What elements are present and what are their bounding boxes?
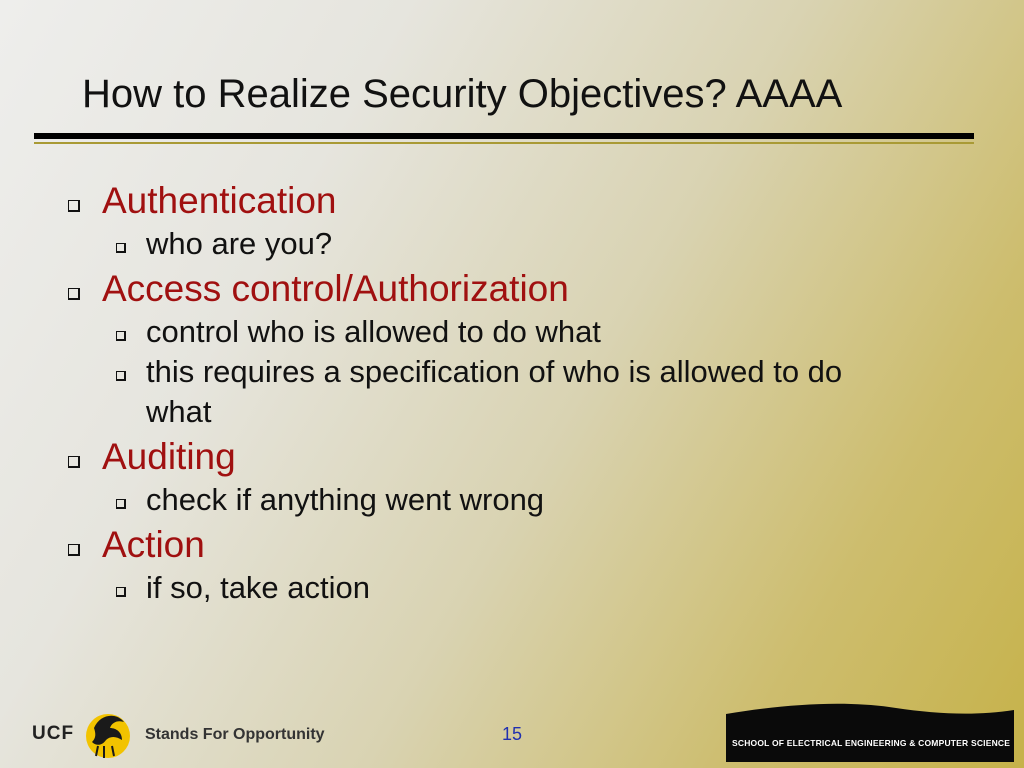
ucf-tagline: Stands For Opportunity bbox=[145, 726, 325, 743]
slide-title: How to Realize Security Objectives? AAAA bbox=[82, 72, 843, 116]
checkbox-bullet-icon bbox=[116, 371, 126, 381]
subbullet bbox=[62, 312, 962, 352]
subbullet-label: control who is allowed to do what bbox=[146, 314, 601, 349]
school-banner bbox=[726, 700, 1014, 762]
checkbox-bullet-icon bbox=[116, 499, 126, 509]
checkbox-bullet-icon bbox=[68, 200, 80, 212]
bullet-label: Auditing bbox=[102, 436, 236, 477]
bullet-label: Authentication bbox=[102, 180, 337, 221]
bullet-list bbox=[62, 176, 962, 608]
ucf-logo-text: UCF bbox=[32, 723, 75, 744]
bullet-auditing bbox=[62, 434, 962, 480]
title-divider-accent bbox=[34, 142, 974, 144]
subbullet bbox=[62, 568, 962, 608]
page-number: 15 bbox=[502, 724, 523, 744]
checkbox-bullet-icon bbox=[116, 243, 126, 253]
checkbox-bullet-icon bbox=[116, 331, 126, 341]
checkbox-bullet-icon bbox=[68, 288, 80, 300]
checkbox-bullet-icon bbox=[68, 544, 80, 556]
bullet-access-control bbox=[62, 266, 962, 312]
subbullet bbox=[62, 224, 962, 264]
subbullet-label: check if anything went wrong bbox=[146, 482, 545, 517]
subbullet-label: this requires a specification of who is allowed to do what bbox=[146, 354, 843, 429]
school-name: SCHOOL OF ELECTRICAL ENGINEERING & COMPUTER SCIENCE bbox=[732, 738, 1011, 748]
bullet-label: Access control/Authorization bbox=[102, 268, 569, 309]
subbullet-label: if so, take action bbox=[146, 570, 371, 605]
checkbox-bullet-icon bbox=[68, 456, 80, 468]
subbullet-label: who are you? bbox=[146, 226, 333, 261]
bullet-action bbox=[62, 522, 962, 568]
bullet-label: Action bbox=[102, 524, 205, 565]
pegasus-logo-icon bbox=[82, 706, 134, 762]
subbullet bbox=[62, 352, 962, 432]
checkbox-bullet-icon bbox=[116, 587, 126, 597]
bullet-authentication bbox=[62, 178, 962, 224]
title-divider bbox=[34, 133, 974, 139]
subbullet bbox=[62, 480, 962, 520]
